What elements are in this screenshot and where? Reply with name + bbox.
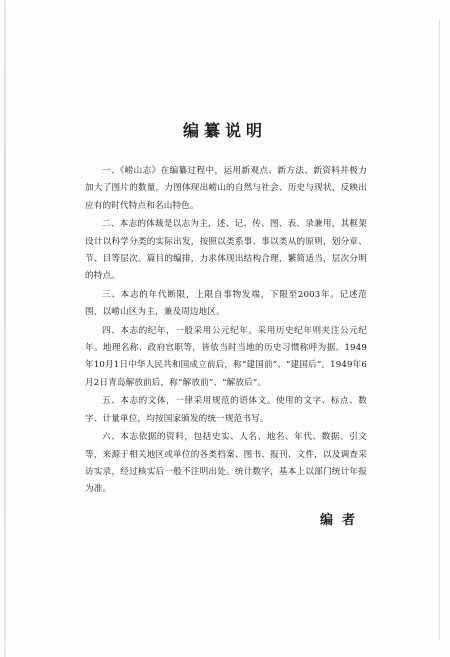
- paragraph-6: 六、本志依据的资料，包括史实、人名、地名、年代、数据、引文等，来源于相关地区或单位的各类档案、图书、报刊、文件，以及调查采访实录，经过核实后一般不注明出处。统计数字，基本上以部门统计年报为准。: [85, 432, 367, 495]
- page-title: 编纂说明: [182, 121, 267, 140]
- paragraph-2: 二、本志的体裁是以志为主，述、记、传、图、表、录兼用，其框架设计以科学分类的实际出发，按照以类系事、事以类从的原则，划分章、节、目等层次。篇目的编排，力求体现出结构合理，繁简适当，层次分明的特点。: [85, 219, 367, 282]
- paragraph-4: 四、本志的纪年，一般采用公元纪年。采用历史纪年则夹注公元纪年。地理名称、政府官职等，皆依当时当地的历史习惯称呼为据。1949年10月1日中华人民共和国成立前后，称“建国前”、“建国后”。1949年6月2日青岛解放前后，称“解放前”、“解放后”。: [85, 325, 367, 388]
- paragraph-3: 三、本志的年代断限，上限自事物发端，下限至2003年。记述范围，以崂山区为主，兼及周边地区。: [85, 289, 367, 318]
- signature: 编者: [320, 513, 365, 528]
- paragraph-5: 五、本志的文体，一律采用规范的语体文。使用的文字、标点、数字、计量单位，均按国家颁发的统一规范书写。: [85, 396, 367, 424]
- body-text: [85, 163, 367, 500]
- scan-page-edge: [439, 20, 440, 640]
- scan-binding-edge: [4, 0, 6, 657]
- paragraph-1: 一、《崂山志》在编纂过程中，运用新观点、新方法、新资料并极力加大了图片的数量，力图体现出崂山的自然与社会、历史与现状，反映出应有的时代特点和名山特色。: [85, 166, 367, 211]
